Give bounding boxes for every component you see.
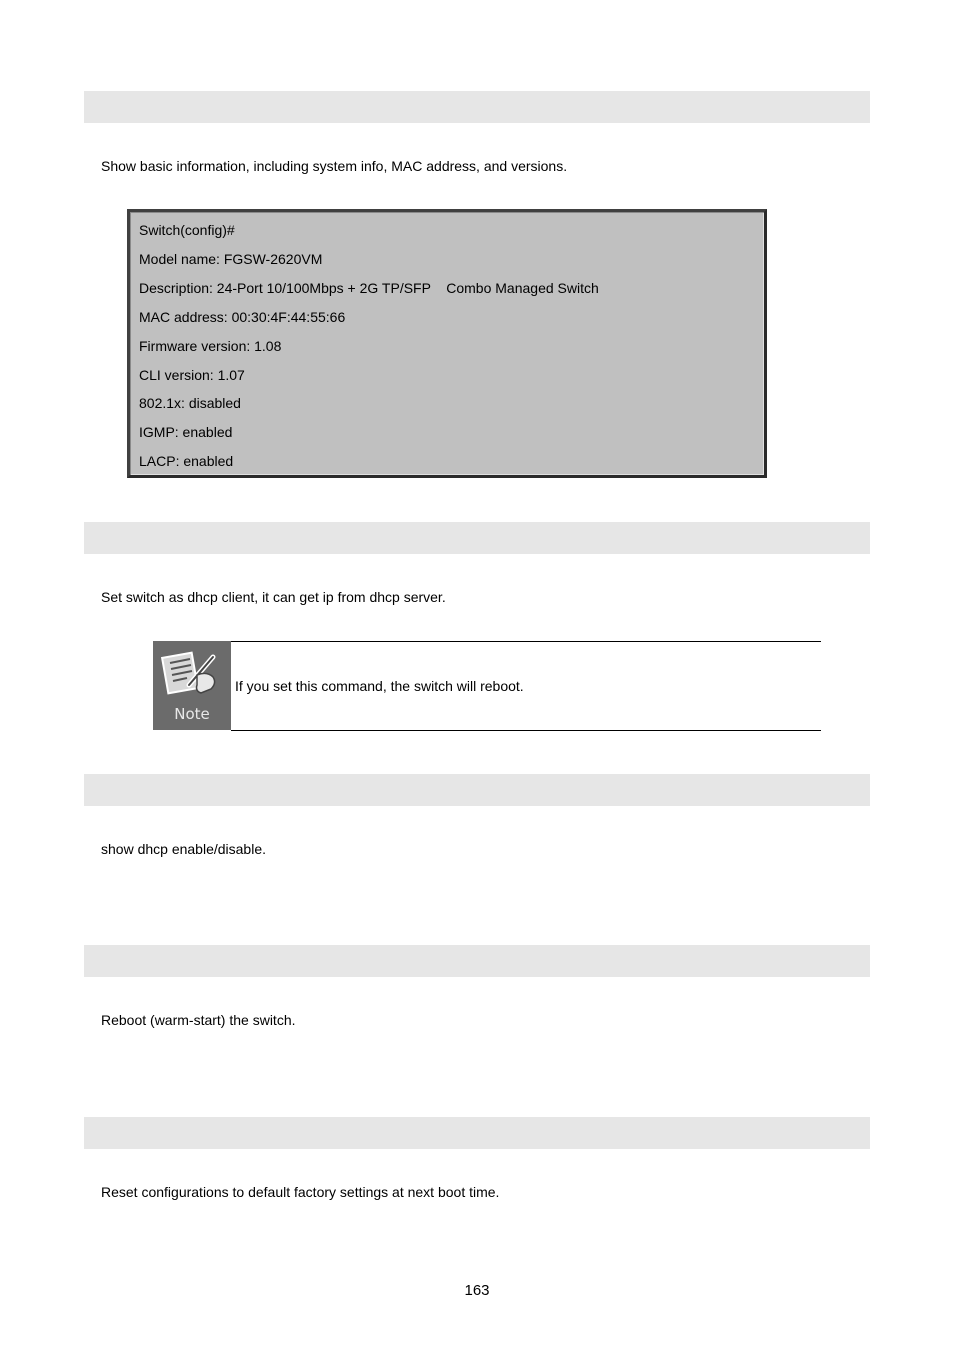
section-description: Show basic information, including system info, MAC address, and versions. (101, 158, 568, 174)
section-description: Set switch as dhcp client, it can get ip from dhcp server. (101, 589, 446, 605)
note-top-rule (231, 641, 821, 642)
console-line: MAC address: 00:30:4F:44:55:66 (139, 309, 346, 325)
page-number: 163 (464, 1282, 490, 1299)
section-header-bar (84, 945, 870, 977)
console-line: Model name: FGSW-2620VM (139, 251, 323, 267)
note-bottom-rule (231, 730, 821, 731)
note-icon-label: Note (174, 705, 210, 723)
console-line: Switch(config)# (139, 222, 235, 238)
console-line: 802.1x: disabled (139, 395, 241, 411)
note-text: If you set this command, the switch will reboot. (235, 678, 524, 694)
section-header-bar (84, 1117, 870, 1149)
note-callout (153, 641, 821, 731)
section-description: Reset configurations to default factory settings at next boot time. (101, 1184, 500, 1200)
console-line: Description: 24-Port 10/100Mbps + 2G TP/SFP Combo Managed Switch (139, 280, 599, 296)
note-icon-graphic (153, 641, 231, 730)
console-line: CLI version: 1.07 (139, 367, 245, 383)
console-line: Firmware version: 1.08 (139, 338, 282, 354)
note-icon (153, 641, 231, 730)
section-description: Reboot (warm-start) the switch. (101, 1012, 296, 1028)
section-description: show dhcp enable/disable. (101, 841, 267, 857)
console-output-box (127, 209, 767, 478)
section-header-bar (84, 774, 870, 806)
console-line: IGMP: enabled (139, 424, 233, 440)
section-header-bar (84, 522, 870, 554)
console-line: LACP: enabled (139, 453, 234, 469)
section-header-bar (84, 91, 870, 123)
